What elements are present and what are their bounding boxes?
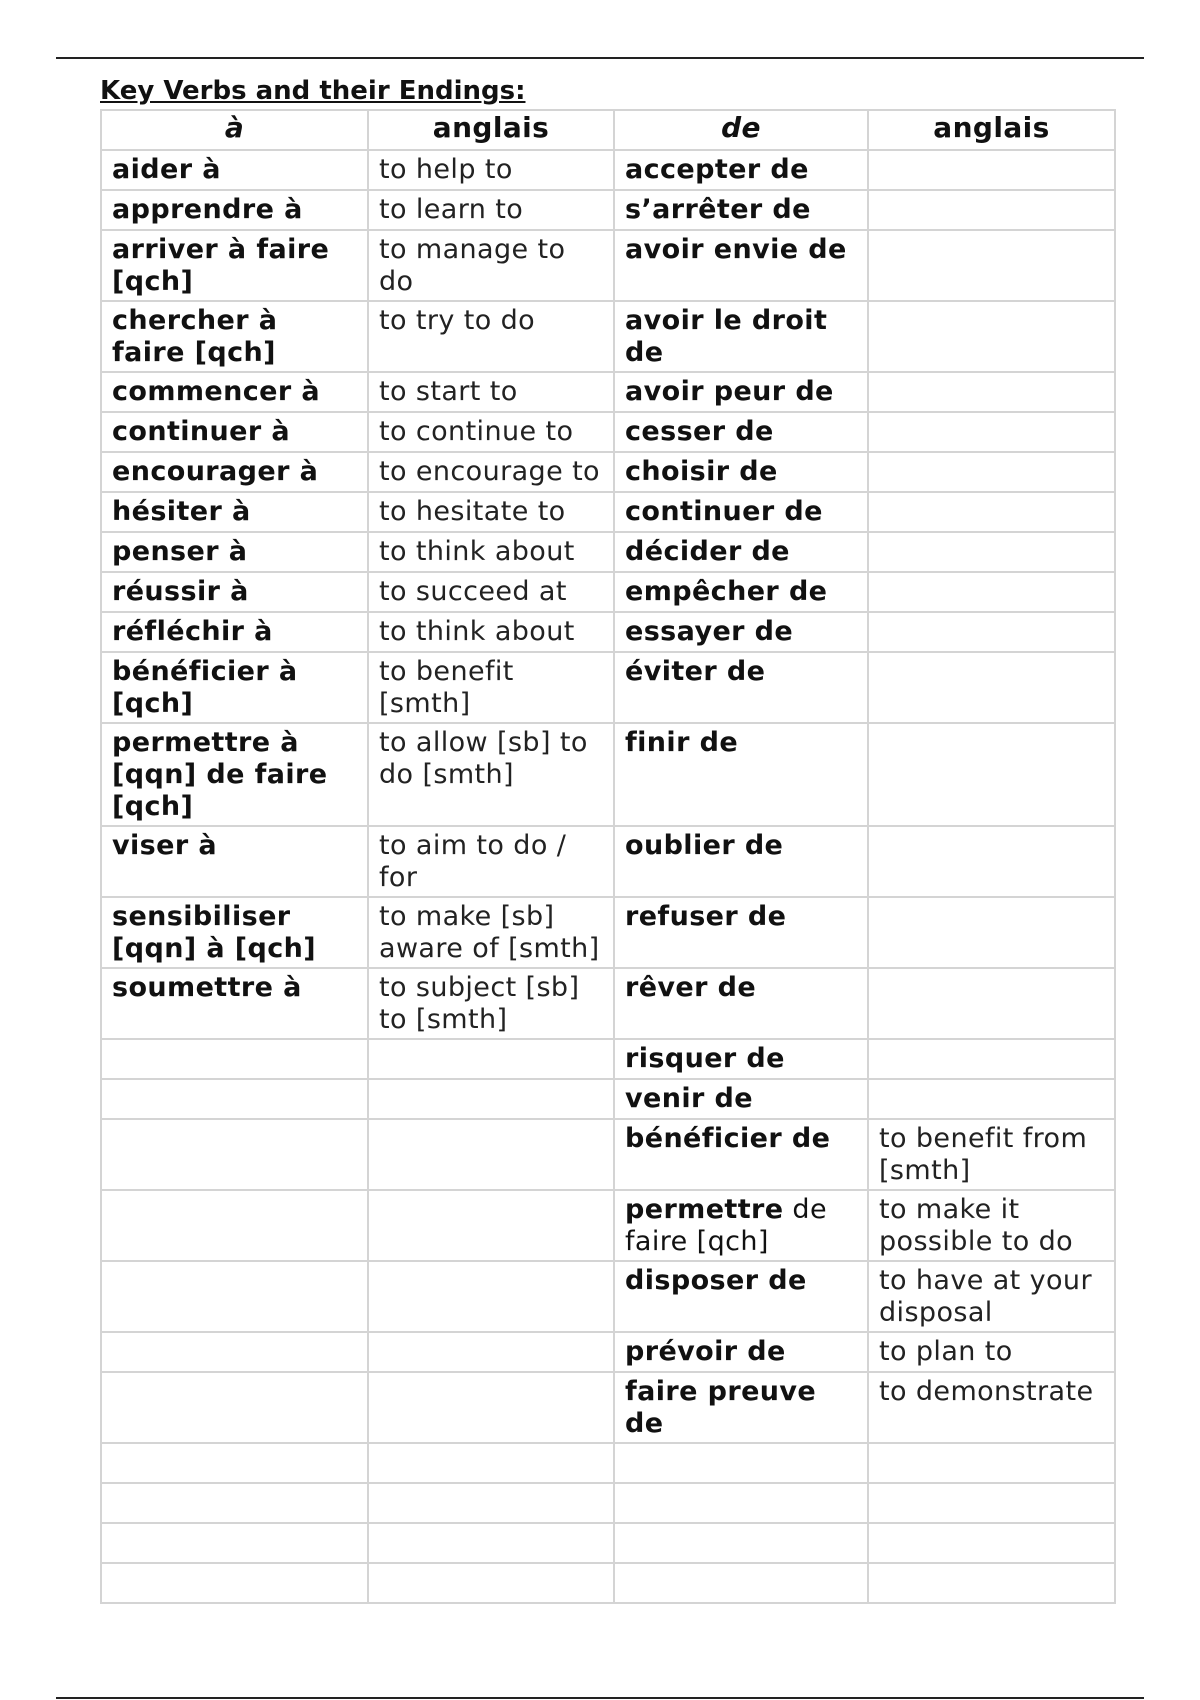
verb-de-text: venir de: [625, 1083, 753, 1114]
table-row: [101, 572, 1115, 612]
table-row: [101, 1563, 1115, 1603]
translation-a-cell: [368, 1332, 614, 1372]
translation-de-text: to have at your disposal: [879, 1265, 1092, 1328]
table-row: [101, 492, 1115, 532]
verb-de-rest-text: de faire [qch]: [625, 1194, 827, 1257]
verb-a-cell: [101, 1119, 368, 1190]
table-row: [101, 372, 1115, 412]
verb-de-cell: [614, 532, 868, 572]
verb-de-cell: [614, 230, 868, 301]
translation-de-text: to make it possible to do: [879, 1194, 1074, 1257]
verb-de-text: permettre: [625, 1194, 784, 1225]
verb-a-cell: [101, 532, 368, 572]
translation-a-text: to manage to do: [379, 234, 566, 297]
verb-a-cell: [101, 412, 368, 452]
verb-de-cell: [614, 1372, 868, 1443]
verb-a-cell: [101, 372, 368, 412]
verb-a-text: penser à: [112, 536, 248, 567]
verb-de-cell: [614, 301, 868, 372]
translation-a-cell: [368, 1523, 614, 1563]
translation-a-text: to think about: [379, 616, 575, 647]
translation-a-text: to make [sb] aware of [smth]: [379, 901, 600, 964]
verb-a-cell: [101, 652, 368, 723]
verb-de-cell: [614, 1332, 868, 1372]
translation-a-cell: [368, 492, 614, 532]
verb-de-text: accepter de: [625, 154, 809, 185]
translation-de-cell: [868, 150, 1115, 190]
verb-a-text: arriver à faire [qch]: [112, 234, 330, 297]
header-row: [101, 110, 1115, 150]
table-row: [101, 1119, 1115, 1190]
verb-de-cell: [614, 492, 868, 532]
translation-de-cell: [868, 1563, 1115, 1603]
verb-a-text: hésiter à: [112, 496, 251, 527]
verb-de-cell: [614, 190, 868, 230]
verb-a-text: permettre à [qqn] de faire [qch]: [112, 727, 328, 822]
verb-a-text: réussir à: [112, 576, 249, 607]
translation-de-cell: [868, 1332, 1115, 1372]
verb-de-cell: [614, 897, 868, 968]
translation-a-cell: [368, 372, 614, 412]
translation-a-text: to start to: [379, 376, 518, 407]
translation-a-cell: [368, 1039, 614, 1079]
translation-a-text: to allow [sb] to do [smth]: [379, 727, 588, 790]
verbs-table: [100, 109, 1116, 1604]
verb-a-cell: [101, 968, 368, 1039]
translation-a-text: to aim to do / for: [379, 830, 567, 893]
translation-de-cell: [868, 301, 1115, 372]
table-row: [101, 452, 1115, 492]
translation-de-cell: [868, 412, 1115, 452]
translation-a-text: to learn to: [379, 194, 524, 225]
translation-a-cell: [368, 1261, 614, 1332]
verb-de-cell: [614, 1190, 868, 1261]
verb-a-text: apprendre à: [112, 194, 303, 225]
translation-de-cell: [868, 1079, 1115, 1119]
verb-de-cell: [614, 1483, 868, 1523]
verb-de-text: choisir de: [625, 456, 778, 487]
verb-de-text: décider de: [625, 536, 790, 567]
translation-de-cell: [868, 968, 1115, 1039]
verb-de-text: refuser de: [625, 901, 787, 932]
translation-a-text: to try to do: [379, 305, 536, 336]
verb-de-cell: [614, 412, 868, 452]
verb-de-cell: [614, 452, 868, 492]
verb-a-cell: [101, 572, 368, 612]
table-row: [101, 1261, 1115, 1332]
verb-a-cell: [101, 826, 368, 897]
verb-a-cell: [101, 1039, 368, 1079]
verb-a-text: continuer à: [112, 416, 291, 447]
translation-de-cell: [868, 532, 1115, 572]
table-row: [101, 1039, 1115, 1079]
verb-de-text: faire preuve de: [625, 1376, 817, 1439]
verb-a-cell: [101, 1332, 368, 1372]
verb-a-cell: [101, 301, 368, 372]
table-row: [101, 412, 1115, 452]
translation-de-cell: [868, 492, 1115, 532]
translation-de-cell: [868, 1261, 1115, 1332]
verb-de-text: empêcher de: [625, 576, 828, 607]
verb-de-text: éviter de: [625, 656, 766, 687]
verb-de-cell: [614, 1119, 868, 1190]
translation-a-text: to encourage to: [379, 456, 600, 487]
translation-a-cell: [368, 532, 614, 572]
table-row: [101, 723, 1115, 826]
translation-de-cell: [868, 652, 1115, 723]
header-a: à: [101, 110, 368, 150]
translation-de-cell: [868, 452, 1115, 492]
translation-a-cell: [368, 968, 614, 1039]
verb-a-cell: [101, 452, 368, 492]
translation-de-cell: [868, 1372, 1115, 1443]
verb-de-cell: [614, 1443, 868, 1483]
translation-de-cell: [868, 230, 1115, 301]
verb-a-cell: [101, 1190, 368, 1261]
table-row: [101, 1190, 1115, 1261]
translation-de-cell: [868, 1483, 1115, 1523]
verb-de-text: oublier de: [625, 830, 784, 861]
translation-de-cell: [868, 190, 1115, 230]
verb-a-cell: [101, 1563, 368, 1603]
translation-a-cell: [368, 652, 614, 723]
verb-de-cell: [614, 1039, 868, 1079]
verb-de-text: essayer de: [625, 616, 794, 647]
verb-de-cell: [614, 1523, 868, 1563]
table-row: [101, 612, 1115, 652]
verb-de-cell: [614, 612, 868, 652]
table-row: [101, 826, 1115, 897]
verb-a-text: chercher à faire [qch]: [112, 305, 278, 368]
verb-a-text: encourager à: [112, 456, 319, 487]
table-row: [101, 1079, 1115, 1119]
table-row: [101, 1483, 1115, 1523]
translation-a-text: to help to: [379, 154, 513, 185]
verb-de-text: continuer de: [625, 496, 823, 527]
verb-de-cell: [614, 723, 868, 826]
translation-a-text: to benefit [smth]: [379, 656, 514, 719]
verb-de-cell: [614, 150, 868, 190]
verb-de-text: cesser de: [625, 416, 774, 447]
verb-de-cell: [614, 1563, 868, 1603]
translation-a-text: to succeed at: [379, 576, 567, 607]
translation-a-cell: [368, 1443, 614, 1483]
table-row: [101, 190, 1115, 230]
verb-de-text: bénéficier de: [625, 1123, 831, 1154]
verb-a-cell: [101, 723, 368, 826]
header-anglais-de: anglais: [868, 110, 1115, 150]
translation-de-cell: [868, 1523, 1115, 1563]
verb-a-cell: [101, 230, 368, 301]
translation-a-cell: [368, 897, 614, 968]
translation-de-text: to benefit from [smth]: [879, 1123, 1088, 1186]
verb-a-cell: [101, 1443, 368, 1483]
verb-a-cell: [101, 1523, 368, 1563]
translation-a-text: to continue to: [379, 416, 574, 447]
verb-de-cell: [614, 372, 868, 412]
table-row: [101, 1523, 1115, 1563]
document-title: Key Verbs and their Endings:: [100, 76, 526, 106]
translation-a-cell: [368, 230, 614, 301]
header-anglais-a: anglais: [368, 110, 614, 150]
translation-a-text: to subject [sb] to [smth]: [379, 972, 580, 1035]
top-rule: [56, 57, 1144, 59]
verb-a-cell: [101, 492, 368, 532]
translation-a-cell: [368, 723, 614, 826]
translation-de-cell: [868, 1039, 1115, 1079]
translation-a-text: to think about: [379, 536, 575, 567]
verb-a-cell: [101, 1079, 368, 1119]
translation-de-cell: [868, 1119, 1115, 1190]
translation-a-cell: [368, 190, 614, 230]
translation-a-cell: [368, 826, 614, 897]
verb-a-text: sensibiliser [qqn] à [qch]: [112, 901, 317, 964]
verb-a-cell: [101, 150, 368, 190]
translation-a-text: to hesitate to: [379, 496, 566, 527]
translation-de-text: to demonstrate: [879, 1376, 1094, 1407]
translation-de-text: to plan to: [879, 1336, 1013, 1367]
verb-de-text: rêver de: [625, 972, 757, 1003]
translation-a-cell: [368, 1483, 614, 1523]
table-row: [101, 968, 1115, 1039]
verb-de-cell: [614, 826, 868, 897]
verb-a-cell: [101, 1483, 368, 1523]
verb-de-cell: [614, 1079, 868, 1119]
verb-a-cell: [101, 190, 368, 230]
verb-de-cell: [614, 652, 868, 723]
translation-de-cell: [868, 1190, 1115, 1261]
translation-a-cell: [368, 1079, 614, 1119]
verb-de-text: risquer de: [625, 1043, 785, 1074]
translation-a-cell: [368, 1190, 614, 1261]
verb-de-text: avoir envie de: [625, 234, 847, 265]
verb-a-text: viser à: [112, 830, 217, 861]
table-row: [101, 652, 1115, 723]
translation-de-cell: [868, 612, 1115, 652]
verb-a-cell: [101, 612, 368, 652]
translation-a-cell: [368, 1563, 614, 1603]
translation-a-cell: [368, 150, 614, 190]
translation-a-cell: [368, 612, 614, 652]
translation-a-cell: [368, 1372, 614, 1443]
translation-a-cell: [368, 452, 614, 492]
verb-de-text: avoir peur de: [625, 376, 834, 407]
verb-a-text: réfléchir à: [112, 616, 273, 647]
translation-de-cell: [868, 372, 1115, 412]
verb-a-text: aider à: [112, 154, 221, 185]
verb-a-cell: [101, 897, 368, 968]
translation-de-cell: [868, 1443, 1115, 1483]
table-row: [101, 1443, 1115, 1483]
verb-de-text: disposer de: [625, 1265, 807, 1296]
verb-de-cell: [614, 572, 868, 612]
translation-de-cell: [868, 897, 1115, 968]
verb-a-cell: [101, 1261, 368, 1332]
translation-de-cell: [868, 723, 1115, 826]
table-row: [101, 532, 1115, 572]
translation-a-cell: [368, 412, 614, 452]
verb-a-text: commencer à: [112, 376, 321, 407]
table-row: [101, 230, 1115, 301]
bottom-rule: [56, 1697, 1144, 1699]
verb-de-cell: [614, 1261, 868, 1332]
verb-de-text: prévoir de: [625, 1336, 786, 1367]
translation-a-cell: [368, 572, 614, 612]
table-row: [101, 1332, 1115, 1372]
translation-a-cell: [368, 301, 614, 372]
verb-de-text: avoir le droit de: [625, 305, 828, 368]
table-row: [101, 897, 1115, 968]
verb-de-cell: [614, 968, 868, 1039]
verb-de-text: s’arrêter de: [625, 194, 811, 225]
translation-a-cell: [368, 1119, 614, 1190]
verb-de-text: finir de: [625, 727, 739, 758]
translation-de-cell: [868, 572, 1115, 612]
header-de: de: [614, 110, 868, 150]
table-row: [101, 1372, 1115, 1443]
verb-a-text: soumettre à: [112, 972, 302, 1003]
verb-a-text: bénéficier à [qch]: [112, 656, 298, 719]
translation-de-cell: [868, 826, 1115, 897]
verb-a-cell: [101, 1372, 368, 1443]
table-row: [101, 150, 1115, 190]
table-row: [101, 301, 1115, 372]
